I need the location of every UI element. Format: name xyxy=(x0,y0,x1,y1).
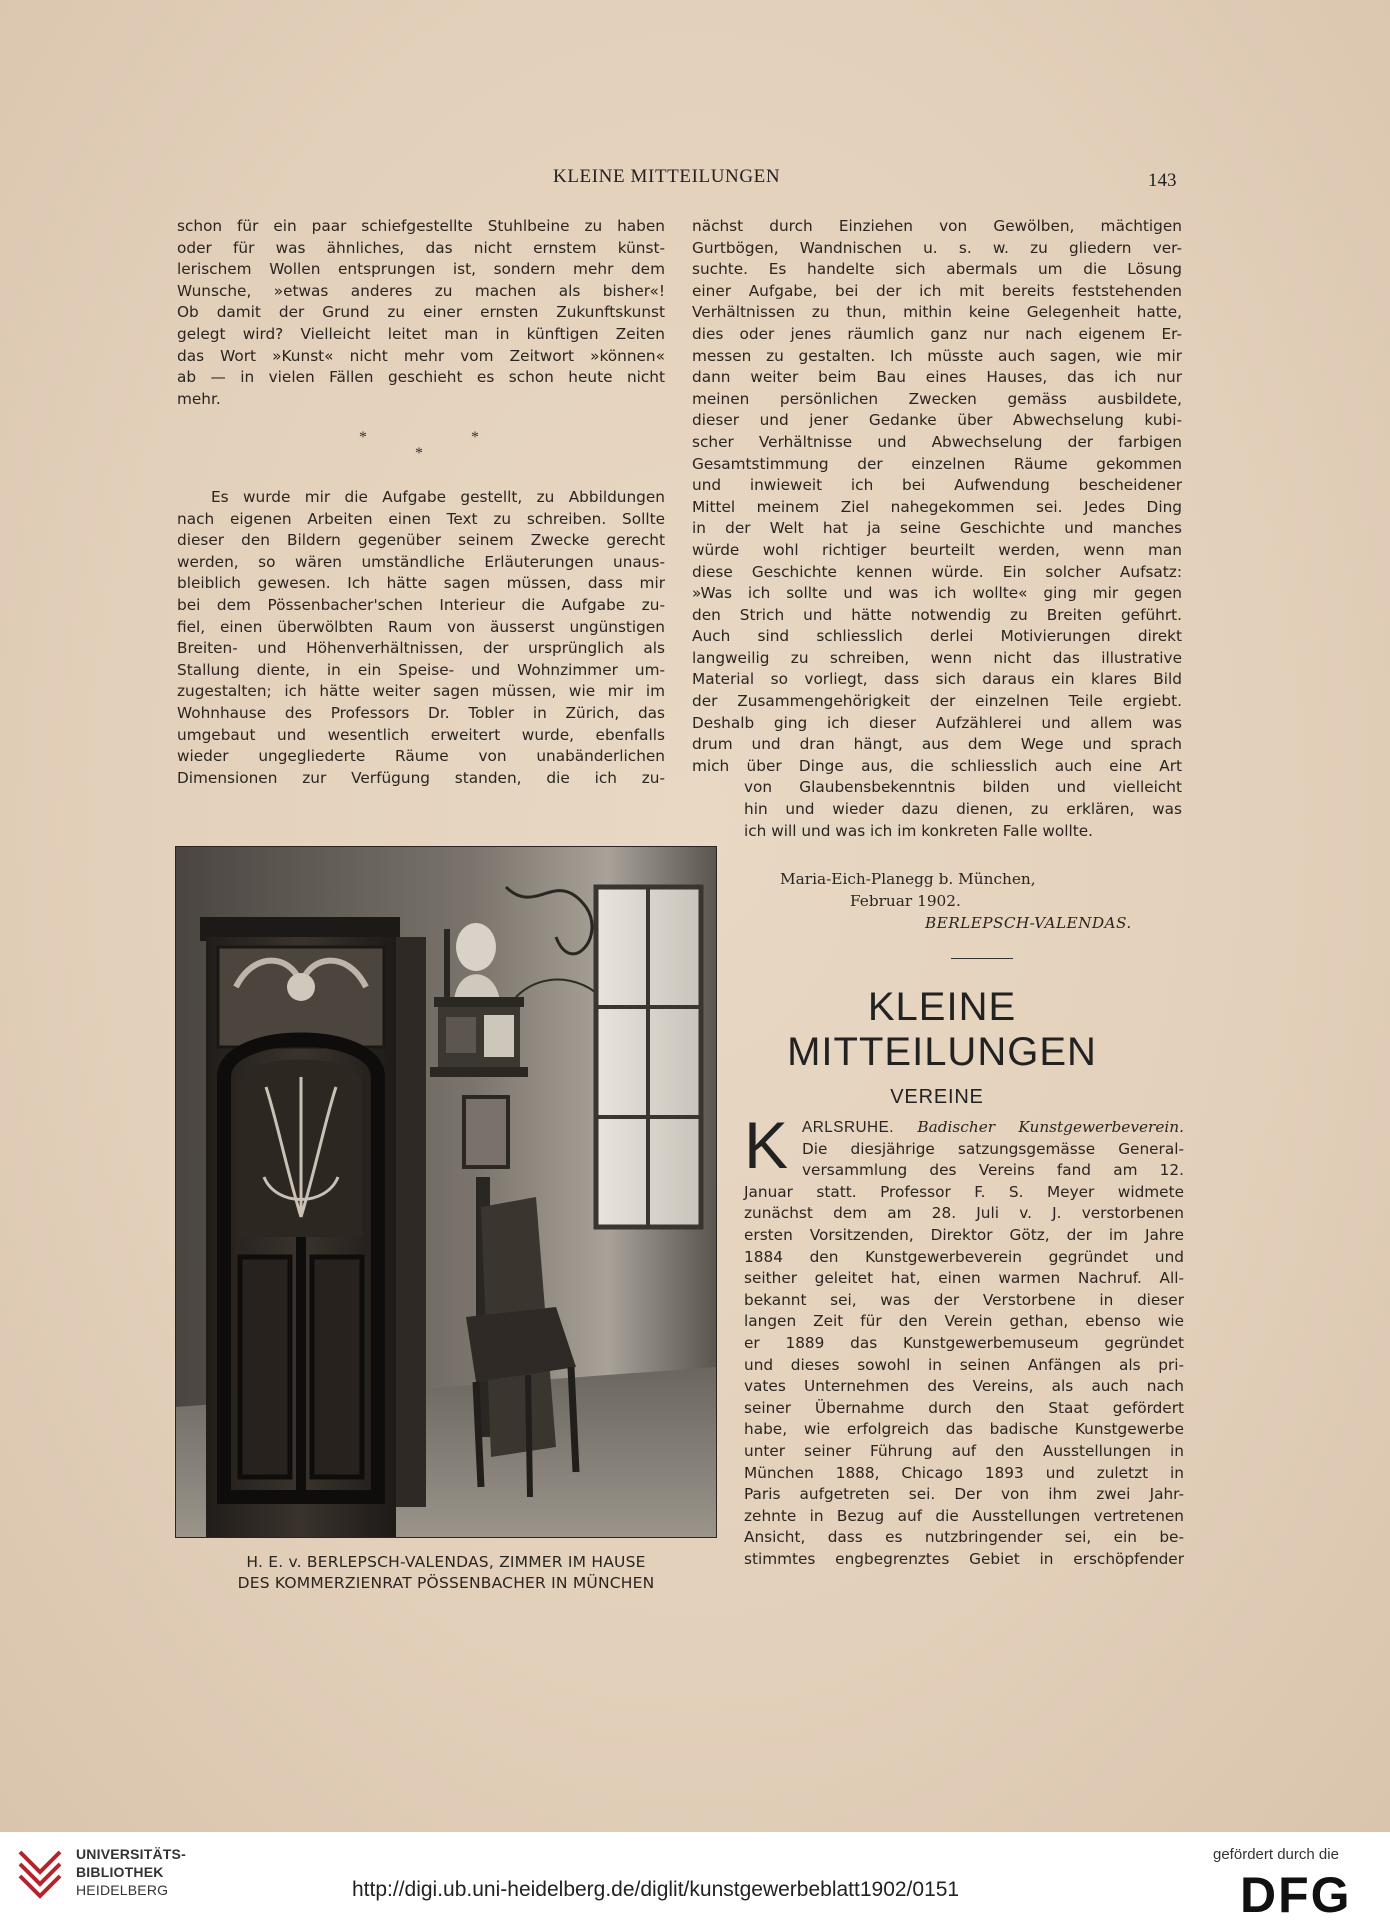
text-line: scher Verhältnisse und Abwechselung der farbigen xyxy=(692,432,1182,451)
signature-author: BERLEPSCH-VALENDAS. xyxy=(925,914,1132,932)
text-line: zehnte in Bezug auf die Ausstellungen vertretenen xyxy=(744,1506,1184,1525)
section-title-line1: KLEINE xyxy=(867,985,1017,1029)
article-place: ARLSRUHE. xyxy=(802,1119,895,1136)
separator-star: * xyxy=(471,429,479,446)
text-line: wieder ungegliederte Räume von unabänderlichen xyxy=(177,747,665,766)
text-line: dies oder jenes räumlich ganz nur nach eigenem Er- xyxy=(692,324,1182,343)
text-line: dieser und jener Gedanke über Abwechselung kubi- xyxy=(692,411,1182,430)
text-line: Ansicht, dass es nutzbringender sei, ein be- xyxy=(744,1528,1184,1547)
section-rule xyxy=(951,958,1013,959)
text-line: meinen persönlichen Zwecken gemäss ausbildete, xyxy=(692,389,1182,408)
separator-star: * xyxy=(359,429,367,446)
text-line: in der Welt hat ja seine Geschichte und manches xyxy=(692,519,1182,538)
text-line: Mittel meinem Ziel nahegekommen sei. Jedes Ding xyxy=(692,497,1182,516)
text-line: Gurtbögen, Wandnischen u. s. w. zu gliedern ver- xyxy=(692,238,1182,257)
text-line: würde wohl richtiger beurteilt werden, wenn man xyxy=(692,540,1182,559)
library-name-line3: HEIDELBERG xyxy=(76,1882,169,1898)
text-line: dieser den Bildern gegenüber seinem Zwecke gerecht xyxy=(177,531,665,550)
library-name-line2: BIBLIOTHEK xyxy=(76,1864,164,1880)
dfg-logo xyxy=(1240,1870,1380,1916)
interior-photograph xyxy=(176,847,716,1537)
text-line: Januar statt. Professor F. S. Meyer widmete xyxy=(744,1182,1184,1201)
text-line: Dimensionen zur Verfügung standen, die ich zu- xyxy=(177,768,665,787)
text-line: unter seiner Führung auf den Ausstellungen in xyxy=(744,1441,1184,1460)
text-line: Breiten- und Höhenverhältnissen, der ursprünglich als xyxy=(177,639,665,658)
photo-caption-line1: H. E. v. BERLEPSCH-VALENDAS, ZIMMER IM HAUSE xyxy=(246,1553,646,1571)
article-heading-line xyxy=(744,1117,1184,1139)
running-head: KLEINE MITTEILUNGEN xyxy=(553,166,781,187)
text-line: gelegt wird? Vielleicht leitet man in künftigen Zeiten xyxy=(177,324,665,343)
text-line: versammlung des Vereins fand am 12. xyxy=(802,1161,1184,1180)
text-line: seiner Übernahme durch den Staat gefördert xyxy=(744,1398,1184,1417)
text-line: zunächst dem am 28. Juli v. J. verstorbenen xyxy=(744,1204,1184,1223)
text-line: Ob damit der Grund zu einer ernsten Zukunftskunst xyxy=(177,303,665,322)
library-name-line1: UNIVERSITÄTS- xyxy=(76,1846,186,1862)
text-line: Paris aufgetreten sei. Der von ihm zwei Jahr- xyxy=(744,1485,1184,1504)
text-line: mich über Dinge aus, die schliesslich auch eine Art xyxy=(692,756,1182,775)
text-line: mehr. xyxy=(177,389,221,408)
text-line: und inwieweit ich bei Aufwendung bescheidener xyxy=(692,476,1182,495)
drop-cap: K xyxy=(744,1108,789,1182)
text-line: einer Aufgabe, bei der ich mit bereits feststehenden xyxy=(692,281,1182,300)
text-line: diese Geschichte kennen würde. Ein solcher Aufsatz: xyxy=(692,562,1182,581)
text-line: langweilig zu schreiben, wenn nicht das illustrative xyxy=(692,648,1182,667)
page-number: 143 xyxy=(1148,170,1177,191)
text-line: werden, so wären umständliche Erläuterungen unaus- xyxy=(177,552,665,571)
text-line: nach eigenen Arbeiten einen Text zu schreiben. Sollte xyxy=(177,509,665,528)
text-line: er 1889 das Kunstgewerbemuseum gegründet xyxy=(744,1333,1184,1352)
text-line: dann weiter beim Bau eines Hauses, das ich nur xyxy=(692,368,1182,387)
text-line: Wohnhause des Professors Dr. Tobler in Zürich, das xyxy=(177,703,665,722)
signature-date: Februar 1902. xyxy=(850,892,961,910)
right-column xyxy=(692,216,1182,842)
text-line: München 1888, Chicago 1893 und zuletzt in xyxy=(744,1463,1184,1482)
text-line: bekannt sei, was der Verstorbene in dieser xyxy=(744,1290,1184,1309)
text-line: suchte. Es handelte sich abermals um die Lösung xyxy=(692,260,1182,279)
text-line: fiel, einen überwölbten Raum von äusserst ungünstigen xyxy=(177,617,665,636)
text-line: Gesamtstimmung der einzelnen Räume gekommen xyxy=(692,454,1182,473)
text-line: habe, wie erfolgreich das badische Kunstgewerbe xyxy=(744,1420,1184,1439)
text-line: Deshalb ging ich dieser Aufzählerei und allem was xyxy=(692,713,1182,732)
text-line: den Strich und hätte notwendig zu Breiten geführt. xyxy=(692,605,1182,624)
text-line: schon für ein paar schiefgestellte Stuhlbeine zu haben xyxy=(177,217,665,235)
text-line: der Zusammengehörigkeit der einzelnen Teile ergiebt. xyxy=(692,692,1182,711)
text-line: messen zu gestalten. Ich müsste auch sagen, wie mir xyxy=(692,346,1182,365)
dfg-logo-text: DFG xyxy=(1240,1870,1352,1916)
left-column-top xyxy=(177,216,665,410)
text-line: oder für was ähnliches, das nicht ernstem künst- xyxy=(177,238,665,257)
text-line: das Wort »Kunst« nicht mehr vom Zeitwort »können« xyxy=(177,346,665,365)
text-line: nächst durch Einziehen von Gewölben, mächtigen xyxy=(692,217,1182,235)
viewer-footer xyxy=(0,1832,1390,1921)
text-line: Die diesjährige satzungsgemässe General- xyxy=(802,1139,1184,1158)
text-line: Verhältnissen zu thun, mithin keine Gelegenheit hatte, xyxy=(692,303,1182,322)
text-line: drum und dran hängt, aus dem Wege und sprach xyxy=(692,735,1182,754)
text-line: und dieses sowohl in seinen Anfängen als pri- xyxy=(744,1355,1184,1374)
photo-caption-line2: DES KOMMERZIENRAT PÖSSENBACHER IN MÜNCHEN xyxy=(237,1574,655,1592)
funding-note: gefördert durch die xyxy=(1213,1846,1339,1863)
section-subheading: VEREINE xyxy=(890,1086,984,1108)
text-line: hin und wieder dazu dienen, zu erklären, was xyxy=(744,800,1182,819)
section-title-line2: MITTEILUNGEN xyxy=(787,1030,1097,1074)
text-line: Es wurde mir die Aufgabe gestellt, zu Abbildungen xyxy=(211,488,665,506)
text-line: Wunsche, »etwas anderes zu machen als bisher«! xyxy=(177,281,665,300)
text-line: seither geleitet hat, einen warmen Nachruf. All- xyxy=(744,1269,1184,1288)
university-library-logo-icon xyxy=(14,1842,66,1900)
text-line: ab — in vielen Fällen geschieht es schon heute nicht xyxy=(177,368,665,387)
text-line: bei dem Pössenbacher'schen Interieur die Aufgabe zu- xyxy=(177,595,665,614)
text-line: stimmtes engbegrenztes Gebiet in erschöpfender xyxy=(744,1549,1184,1568)
text-line: 1884 den Kunstgewerbeverein gegründet und xyxy=(744,1247,1184,1266)
text-line: umgebaut und wesentlich erweitert wurde, ebenfalls xyxy=(177,725,665,744)
text-line: langen Zeit für den Verein gethan, ebenso wie xyxy=(744,1312,1184,1331)
article-column xyxy=(744,1117,1184,1570)
text-line: ersten Vorsitzenden, Direktor Götz, der im Jahre xyxy=(744,1225,1184,1244)
photo-image xyxy=(176,847,716,1537)
text-line: »Was ich sollte und was ich wollte« ging mir gegen xyxy=(692,584,1182,603)
signature-place: Maria-Eich-Planegg b. München, xyxy=(780,870,1036,888)
text-line: Material so vorliegt, dass sich daraus ein klares Bild xyxy=(692,670,1182,689)
text-line: von Glaubensbekenntnis bilden und vielleicht xyxy=(744,778,1182,797)
text-line: Stallung diente, in ein Speise- und Wohnzimmer um- xyxy=(177,660,665,679)
text-line: ich will und was ich im konkreten Falle wollte. xyxy=(744,821,1093,840)
text-line: zugestalten; ich hätte weiter sagen müssen, wie mir im xyxy=(177,682,665,701)
separator-stars xyxy=(355,429,495,462)
article-organisation: Badischer Kunstgewerbeverein. xyxy=(917,1118,1184,1136)
text-line: lerischem Wollen entsprungen ist, sondern mehr dem xyxy=(177,260,665,279)
left-column-bottom xyxy=(177,487,665,789)
text-line: bleiblich gewesen. Ich hätte sagen müssen, dass mir xyxy=(177,574,665,593)
separator-star: * xyxy=(415,445,423,462)
permalink-url[interactable]: http://digi.ub.uni-heidelberg.de/diglit/kunstgewerbeblatt1902/0151 xyxy=(352,1878,960,1901)
text-line: Auch sind schliesslich derlei Motivierungen direkt xyxy=(692,627,1182,646)
text-line: vates Unternehmen des Vereins, als auch nach xyxy=(744,1377,1184,1396)
